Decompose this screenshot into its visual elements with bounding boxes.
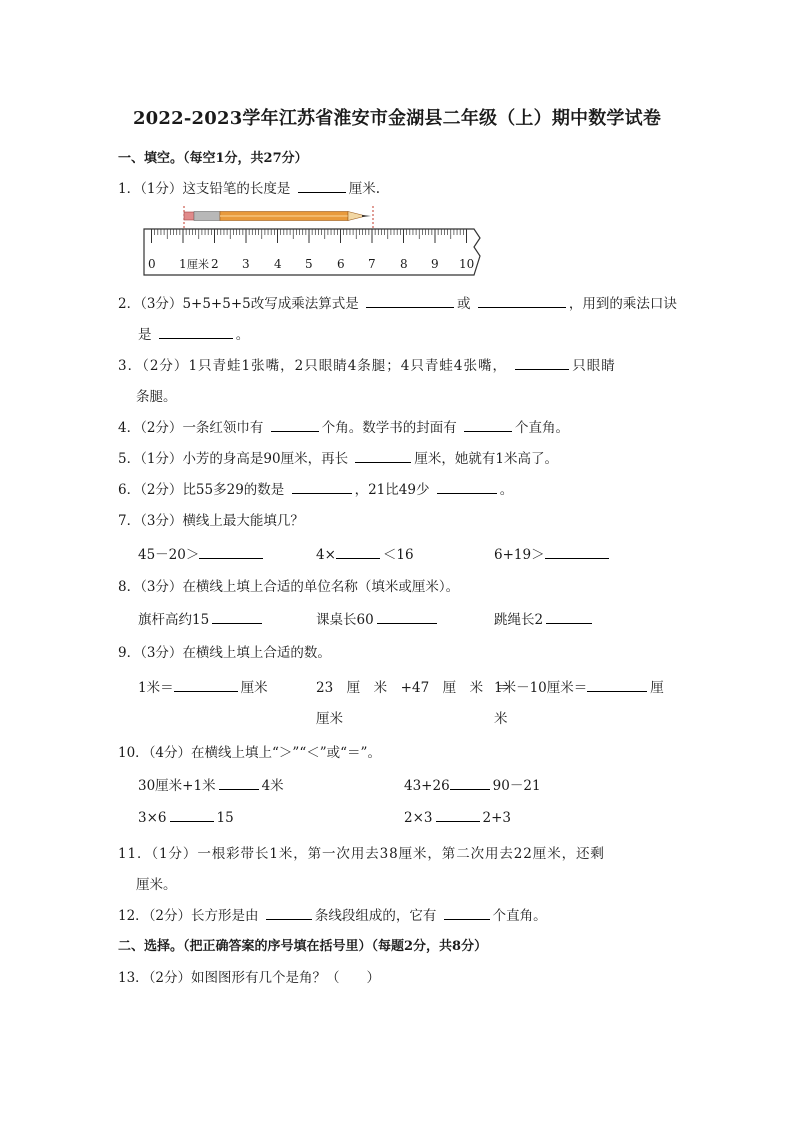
q6-blank-1[interactable] [292, 480, 352, 494]
q9-text: 在横线上填上合适的数。 [182, 645, 331, 661]
q11-line2-text: 厘米。 [136, 877, 177, 893]
ruler-unit-label: 厘米 [187, 258, 209, 271]
q12-number: 12． [118, 908, 149, 924]
q3-number: 3． [118, 358, 143, 374]
ruler-label-9: 9 [431, 257, 439, 271]
q8-item-2-text: 课桌长60 [316, 612, 374, 628]
question-13 [118, 966, 380, 986]
q10-blank-4[interactable] [436, 808, 480, 822]
q5-blank[interactable] [355, 449, 411, 463]
q1-answer-blank[interactable] [298, 179, 346, 193]
q11-blank[interactable] [121, 876, 133, 889]
q2-line2-text: 是 [138, 327, 152, 343]
q9-item-3-unit: 厘 [650, 680, 664, 696]
q10-item-3-right: 15 [216, 810, 234, 826]
q10-item-2 [404, 774, 541, 794]
ruler-svg [140, 204, 485, 278]
q12-blank-1[interactable] [266, 906, 312, 920]
question-6 [118, 478, 513, 498]
q13-text: 如图图形有几个是角？（ ） [191, 970, 381, 986]
ruler-label-8: 8 [400, 257, 408, 271]
q8-blank-3[interactable] [546, 610, 592, 624]
question-9 [118, 641, 331, 661]
q1-points: （1分） [140, 181, 183, 197]
ruler-label-1: 1 [179, 257, 187, 271]
q4-tail: 个直角。 [515, 420, 570, 436]
q4-number: 4． [118, 420, 141, 436]
q4-blank-1[interactable] [271, 418, 319, 432]
q8-item-1-text: 旗杆高约15 [138, 612, 210, 628]
q7-item-3-text: 6+19＞ [494, 547, 545, 563]
q7-item-1 [138, 543, 266, 563]
ruler-label-4: 4 [274, 257, 282, 271]
q7-blank-1[interactable] [199, 545, 263, 559]
q2-text: 5+5+5+5改写成乘法算式是 [182, 296, 359, 312]
ruler-label-2: 2 [211, 257, 219, 271]
q13-points: （2分） [148, 970, 192, 986]
q11-number: 11． [118, 846, 152, 862]
q7-item-2 [316, 543, 414, 563]
q9-blank-3[interactable] [587, 678, 647, 692]
q9-item-1-unit: 厘米 [240, 680, 268, 696]
ruler-label-7: 7 [368, 257, 376, 271]
q6-points: （2分） [140, 482, 183, 498]
q12-points: （2分） [148, 908, 192, 924]
question-7 [118, 509, 304, 529]
q8-item-1 [138, 608, 265, 628]
q7-blank-2[interactable] [336, 545, 380, 559]
question-12 [118, 904, 547, 924]
q5-text: 小芳的身高是90厘米，再长 [182, 451, 349, 467]
q10-item-4-right: 2+3 [482, 810, 511, 826]
q10-text: 在横线上填上“＞”“＜”或“＝”。 [191, 745, 381, 761]
q2-blank-1[interactable] [366, 294, 454, 308]
q9-item-1-text: 1米＝ [138, 680, 174, 696]
q9-item-3-text: 1米－10厘米＝ [494, 680, 588, 696]
q9-points: （3分） [140, 645, 183, 661]
q10-item-1 [138, 774, 284, 794]
q5-tail: 厘米，她就有1米高了。 [414, 451, 559, 467]
question-2 [118, 292, 677, 312]
q7-item-2-text: 4× [316, 547, 336, 563]
q1-number: 1． [118, 181, 141, 197]
q4-mid: 个角。数学书的封面有 [321, 420, 457, 436]
q7-text: 横线上最大能填几？ [182, 513, 304, 529]
q2-tail: ，用到的乘法口诀 [568, 296, 677, 312]
q12-blank-2[interactable] [444, 906, 490, 920]
page-title: 2022-2023学年江苏省淮安市金湖县二年级（上）期中数学试卷 [132, 108, 662, 129]
q6-mid: ，21比49少 [354, 482, 430, 498]
q12-mid: 条线段组成的，它有 [314, 908, 437, 924]
q2-blank-3[interactable] [159, 325, 233, 339]
question-2-line-2 [138, 323, 249, 343]
q9-item-3 [494, 676, 664, 696]
ruler-figure [140, 204, 485, 278]
q10-points: （4分） [148, 745, 192, 761]
q10-item-3 [138, 808, 234, 826]
q10-item-4 [404, 808, 511, 826]
q4-text: 一条红领巾有 [182, 420, 264, 436]
question-11 [118, 842, 605, 862]
q2-blank-2[interactable] [478, 294, 566, 308]
q4-blank-2[interactable] [464, 418, 512, 432]
q10-item-1-left: 30厘米+1米 [138, 778, 216, 794]
question-11-line-2 [118, 873, 177, 893]
q9-item-2-text: 23 厘 米 +47 厘 米 ＝ [316, 680, 511, 696]
section-1-heading: 一、填空。（每空1分，共27分） [118, 151, 308, 166]
q3-blank-1[interactable] [515, 356, 569, 370]
q7-blank-3[interactable] [545, 545, 609, 559]
q6-blank-2[interactable] [437, 480, 497, 494]
q8-item-2 [316, 608, 440, 628]
q8-blank-1[interactable] [212, 610, 262, 624]
q9-blank-1[interactable] [174, 678, 238, 692]
q11-points: （1分） [151, 846, 198, 862]
q7-number: 7． [118, 513, 141, 529]
q7-points: （3分） [140, 513, 183, 529]
q11-text: 一根彩带长1米，第一次用去38厘米，第二次用去22厘米，还剩 [197, 846, 605, 862]
q6-tail: 。 [499, 482, 514, 498]
q9-number: 9． [118, 645, 141, 661]
question-5 [118, 447, 558, 467]
q1-tail: 厘米. [348, 181, 381, 197]
q9-item-3-unit-2: 米 [494, 711, 508, 727]
q10-number: 10． [118, 745, 149, 761]
q8-points: （3分） [140, 579, 183, 595]
q5-number: 5． [118, 451, 141, 467]
q13-number: 13． [118, 970, 149, 986]
q10-item-3-left: 3×6 [138, 810, 167, 826]
q1-text: 这支铅笔的长度是 [182, 181, 291, 197]
q10-item-4-left: 2×3 [404, 810, 433, 826]
q7-item-2-tail: ＜16 [382, 547, 414, 563]
pencil [184, 206, 373, 230]
q6-number: 6． [118, 482, 141, 498]
q8-item-3 [494, 608, 595, 628]
q9-item-3-line-2 [494, 707, 508, 727]
question-10 [118, 741, 381, 761]
q10-blank-3[interactable] [170, 808, 214, 822]
q8-number: 8． [118, 579, 141, 595]
ruler-label-10: 10 [459, 257, 475, 271]
q9-item-2-unit: 厘米 [316, 711, 343, 727]
q8-item-3-text: 跳绳长2 [494, 612, 544, 628]
q9-item-2-line-2 [316, 707, 343, 727]
q2-end: 。 [235, 327, 250, 343]
question-3 [118, 354, 616, 374]
ruler-label-0: 0 [148, 257, 156, 271]
q3-tail: 只眼睛 [572, 358, 616, 374]
question-4 [118, 416, 569, 436]
q2-or: 或 [457, 296, 471, 312]
q2-points: （3分） [140, 296, 183, 312]
q6-text: 比55多29的数是 [182, 482, 285, 498]
q3-points: （2分） [142, 358, 189, 374]
q9-item-1 [138, 676, 268, 696]
question-3-line-2 [118, 385, 177, 405]
q10-item-1-right: 4米 [261, 778, 284, 794]
q3-text: 1只青蛙1张嘴，2只眼睛4条腿；4只青蛙4张嘴， [188, 358, 507, 374]
q12-text: 长方形是由 [191, 908, 259, 924]
q2-number: 2． [118, 296, 141, 312]
q10-blank-1[interactable] [219, 776, 259, 790]
q5-points: （1分） [140, 451, 183, 467]
q3-line2-text: 条腿。 [136, 389, 177, 405]
ruler-label-6: 6 [337, 257, 345, 271]
section-2-heading: 二、选择。（把正确答案的序号填在括号里）（每题2分，共8分） [118, 939, 488, 954]
question-8 [118, 575, 459, 595]
ruler-label-3: 3 [242, 257, 250, 271]
q4-points: （2分） [140, 420, 183, 436]
q10-item-2-left: 43+26 [404, 778, 450, 794]
q8-blank-2[interactable] [377, 610, 437, 624]
q7-item-1-text: 45－20＞ [138, 547, 200, 563]
q8-text: 在横线上填上合适的单位名称（填米或厘米）。 [182, 579, 460, 595]
q12-tail: 个直角。 [492, 908, 547, 924]
q10-blank-2[interactable] [450, 776, 490, 790]
question-1 [118, 177, 380, 197]
q10-item-2-right: 90－21 [492, 778, 541, 794]
ruler-label-5: 5 [305, 257, 313, 271]
q7-item-3 [494, 543, 612, 563]
q9-item-2 [316, 676, 510, 696]
q3-blank-2[interactable] [121, 388, 133, 401]
